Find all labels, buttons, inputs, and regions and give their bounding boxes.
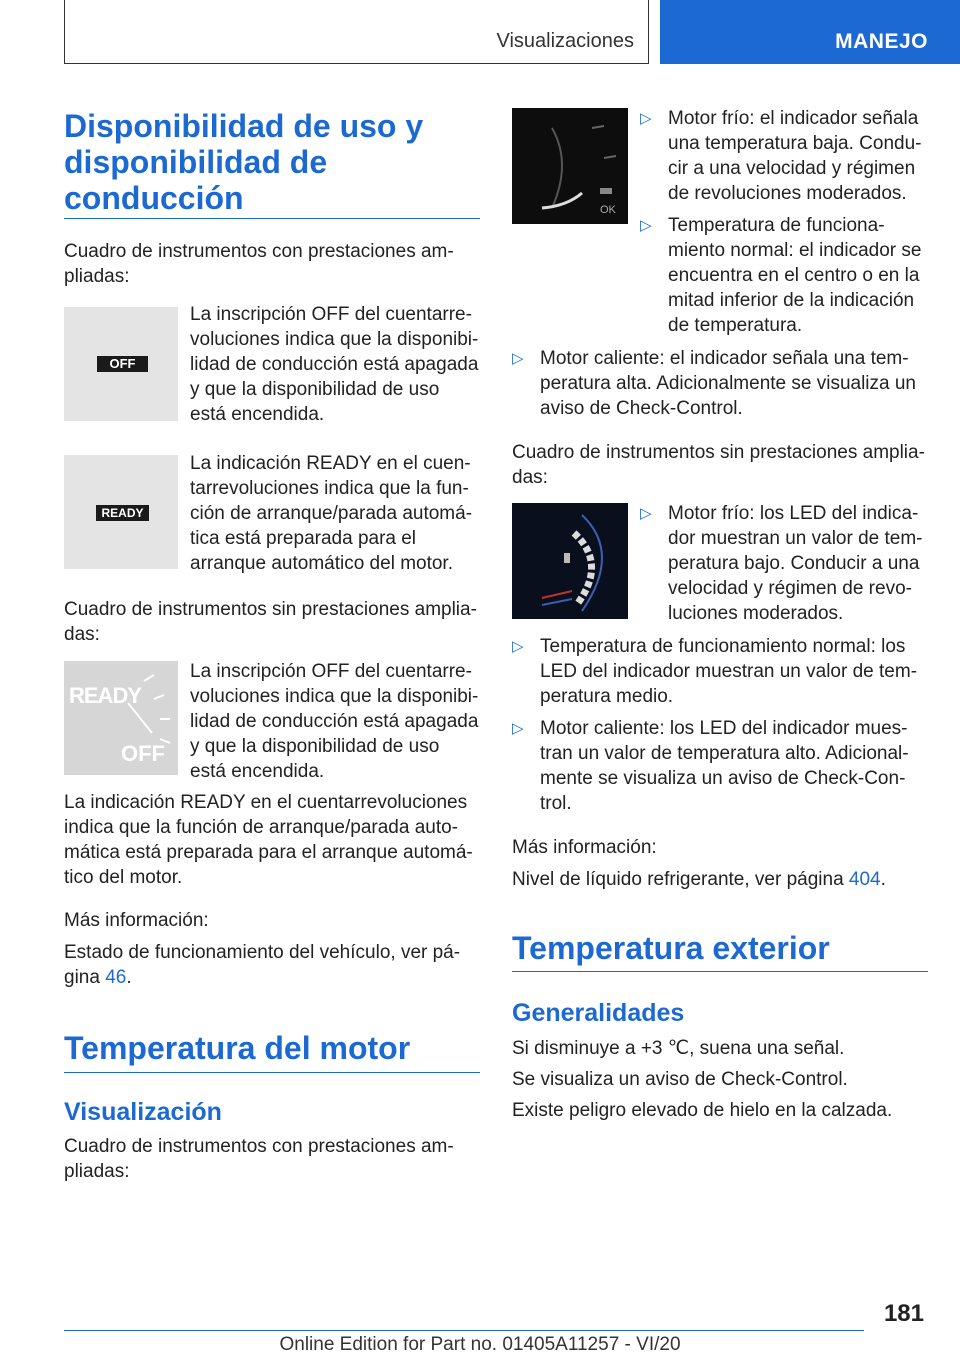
text-line: trol. xyxy=(540,793,572,814)
text-line: está encendida. xyxy=(190,761,325,782)
text-line xyxy=(64,965,484,990)
text-line: Motor frío: el indicador señala xyxy=(668,108,919,129)
heading-general: Generalidades xyxy=(512,999,685,1027)
text-line: peratura alta. Adicionalmente se visualiza un xyxy=(540,373,917,394)
gauge-tick-marks xyxy=(64,661,178,775)
page-link-46[interactable]: 46 xyxy=(105,967,127,988)
more-info-label: Más información: xyxy=(64,910,209,931)
text-line: y que la disponibilidad de uso xyxy=(190,736,440,757)
text-line: voluciones indica que la disponibi- xyxy=(190,329,479,350)
title-line: Disponibilidad de uso y xyxy=(64,108,424,144)
heading-rule xyxy=(512,971,928,972)
text-line: luciones moderados. xyxy=(668,603,844,624)
text-line: encuentra en el centro o en la xyxy=(668,265,920,286)
intro-basic-cluster-2 xyxy=(512,440,952,490)
section-title: Visualizaciones xyxy=(496,30,634,52)
text-line: Cuadro de instrumentos con prestaciones am- xyxy=(64,1136,454,1157)
heading-rule xyxy=(64,1072,480,1073)
text-line: tico del motor. xyxy=(64,867,183,888)
text-line: ción de arranque/parada automá- xyxy=(190,503,473,524)
text-line: Cuadro de instrumentos sin prestaciones amplia- xyxy=(512,442,925,463)
ready-label: READY xyxy=(96,505,149,521)
ready-indicator-image xyxy=(64,455,178,569)
off-description xyxy=(190,302,482,427)
text-line: una temperatura baja. Condu- xyxy=(668,133,922,154)
intro-extended-cluster xyxy=(64,239,484,289)
heading-display: Visualización xyxy=(64,1098,222,1126)
text-span: . xyxy=(880,869,886,890)
intro-extended-cluster-2 xyxy=(64,1134,484,1184)
title-line: conducción xyxy=(64,180,244,216)
text-line: Si disminuye a +3 ℃, suena una señal. xyxy=(512,1038,845,1059)
text-line: dor muestran un valor de tem- xyxy=(668,528,923,549)
text-line: de revoluciones moderados. xyxy=(668,183,907,204)
off-label: OFF xyxy=(97,356,148,372)
title-line: disponibilidad de xyxy=(64,144,328,180)
text-line: Temperatura de funcionamiento normal: los xyxy=(540,636,906,657)
text-line: miento normal: el indicador se xyxy=(668,240,922,261)
text-line: La indicación READY en el cuen- xyxy=(190,453,471,474)
text-span: Nivel de líquido refrigerante, ver página xyxy=(512,869,849,890)
text-span: gina xyxy=(64,967,106,988)
gauge-ok-label: OK xyxy=(600,204,616,216)
text-line: Estado de funcionamiento del vehículo, ver pá- xyxy=(64,942,461,963)
text-line: LED del indicador muestran un valor de tem- xyxy=(540,661,918,682)
text-line: La indicación READY en el cuentarrevoluciones xyxy=(64,792,468,813)
temperature-gauge-extended-image xyxy=(512,108,628,224)
text-line: aviso de Check-Control. xyxy=(540,398,743,419)
text-line: indica que la función de arranque/parada auto- xyxy=(64,817,459,838)
text-line: voluciones indica que la disponibi- xyxy=(190,686,479,707)
off2-description xyxy=(190,659,482,784)
text-span: . xyxy=(126,967,132,988)
ready-off-gauge-image xyxy=(64,661,178,775)
combo-ready-label: READY xyxy=(69,683,142,708)
text-line: Motor caliente: el indicador señala una tem- xyxy=(540,348,909,369)
text-line: tarrevoluciones indica que la fun- xyxy=(190,478,469,499)
text-line: La inscripción OFF del cuentarre- xyxy=(190,661,472,682)
text-line: Cuadro de instrumentos sin prestaciones amplia- xyxy=(64,599,477,620)
text-line: mitad inferior de la indicación xyxy=(668,290,915,311)
chapter-title: MANEJO xyxy=(835,30,928,53)
temperature-gauge-led-image xyxy=(512,503,628,619)
off-indicator-image xyxy=(64,307,178,421)
text-line: mática está preparada para el arranque automá- xyxy=(64,842,473,863)
bullet-triangle-icon: ▷ xyxy=(640,110,652,127)
text-line: das: xyxy=(512,467,548,488)
page-number: 181 xyxy=(883,1300,924,1327)
text-line: pliadas: xyxy=(64,266,130,287)
title-availability xyxy=(64,108,423,216)
text-line: pliadas: xyxy=(64,1161,130,1182)
reference-coolant-level xyxy=(512,867,952,892)
title-rule xyxy=(64,218,480,219)
footer-edition: Online Edition for Part no. 01405A11257 - VI/20 xyxy=(279,1334,681,1355)
page-link-404[interactable]: 404 xyxy=(848,869,881,890)
text-line: lidad de conducción está apagada xyxy=(190,354,479,375)
text-line: peratura medio. xyxy=(540,686,674,707)
text-line: La inscripción OFF del cuentarre- xyxy=(190,304,472,325)
text-line: mente se visualiza un aviso de Check-Con- xyxy=(540,768,906,789)
text-line: Cuadro de instrumentos con prestaciones am- xyxy=(64,241,454,262)
bullet-triangle-icon: ▷ xyxy=(512,638,524,655)
text-line: y que la disponibilidad de uso xyxy=(190,379,440,400)
text-line: das: xyxy=(64,624,100,645)
text-line: Temperatura de funciona- xyxy=(668,215,885,236)
bullet-triangle-icon: ▷ xyxy=(640,217,652,234)
reference-vehicle-state xyxy=(64,940,484,990)
text-line: cir a una velocidad y régimen xyxy=(668,158,916,179)
footer-rule xyxy=(64,1330,864,1331)
text-line: tica está preparada para el xyxy=(190,528,417,549)
more-info-label-2: Más información: xyxy=(512,837,657,858)
led-arc xyxy=(512,503,628,619)
text-line: tran un valor de temperatura alto. Adicional- xyxy=(540,743,909,764)
text-line: de temperatura. xyxy=(668,315,803,336)
text-line: peratura bajo. Conducir a una xyxy=(668,553,920,574)
header-chapter-tab xyxy=(660,0,960,64)
text-line: velocidad y régimen de revo- xyxy=(668,578,912,599)
combo-off-label: OFF xyxy=(121,741,165,766)
heading-engine-temperature: Temperatura del motor xyxy=(64,1030,411,1066)
text-line: Existe peligro elevado de hielo en la calzada. xyxy=(512,1100,893,1121)
text-line: arranque automático del motor. xyxy=(190,553,453,574)
ready2-description xyxy=(64,790,484,890)
bullet-triangle-icon: ▷ xyxy=(512,720,524,737)
bullet-triangle-icon: ▷ xyxy=(640,505,652,522)
bullet-triangle-icon: ▷ xyxy=(512,350,524,367)
text-line: está encendida. xyxy=(190,404,325,425)
text-line: Motor frío: los LED del indica- xyxy=(668,503,919,524)
general-text xyxy=(512,1036,952,1123)
intro-basic-cluster xyxy=(64,597,484,647)
ready-description xyxy=(190,451,482,576)
text-line: Se visualiza un aviso de Check-Control. xyxy=(512,1069,848,1090)
text-line: lidad de conducción está apagada xyxy=(190,711,479,732)
text-line: Motor caliente: los LED del indicador mues- xyxy=(540,718,908,739)
header-section-tab xyxy=(64,0,649,64)
heading-outside-temperature: Temperatura exterior xyxy=(512,930,830,966)
